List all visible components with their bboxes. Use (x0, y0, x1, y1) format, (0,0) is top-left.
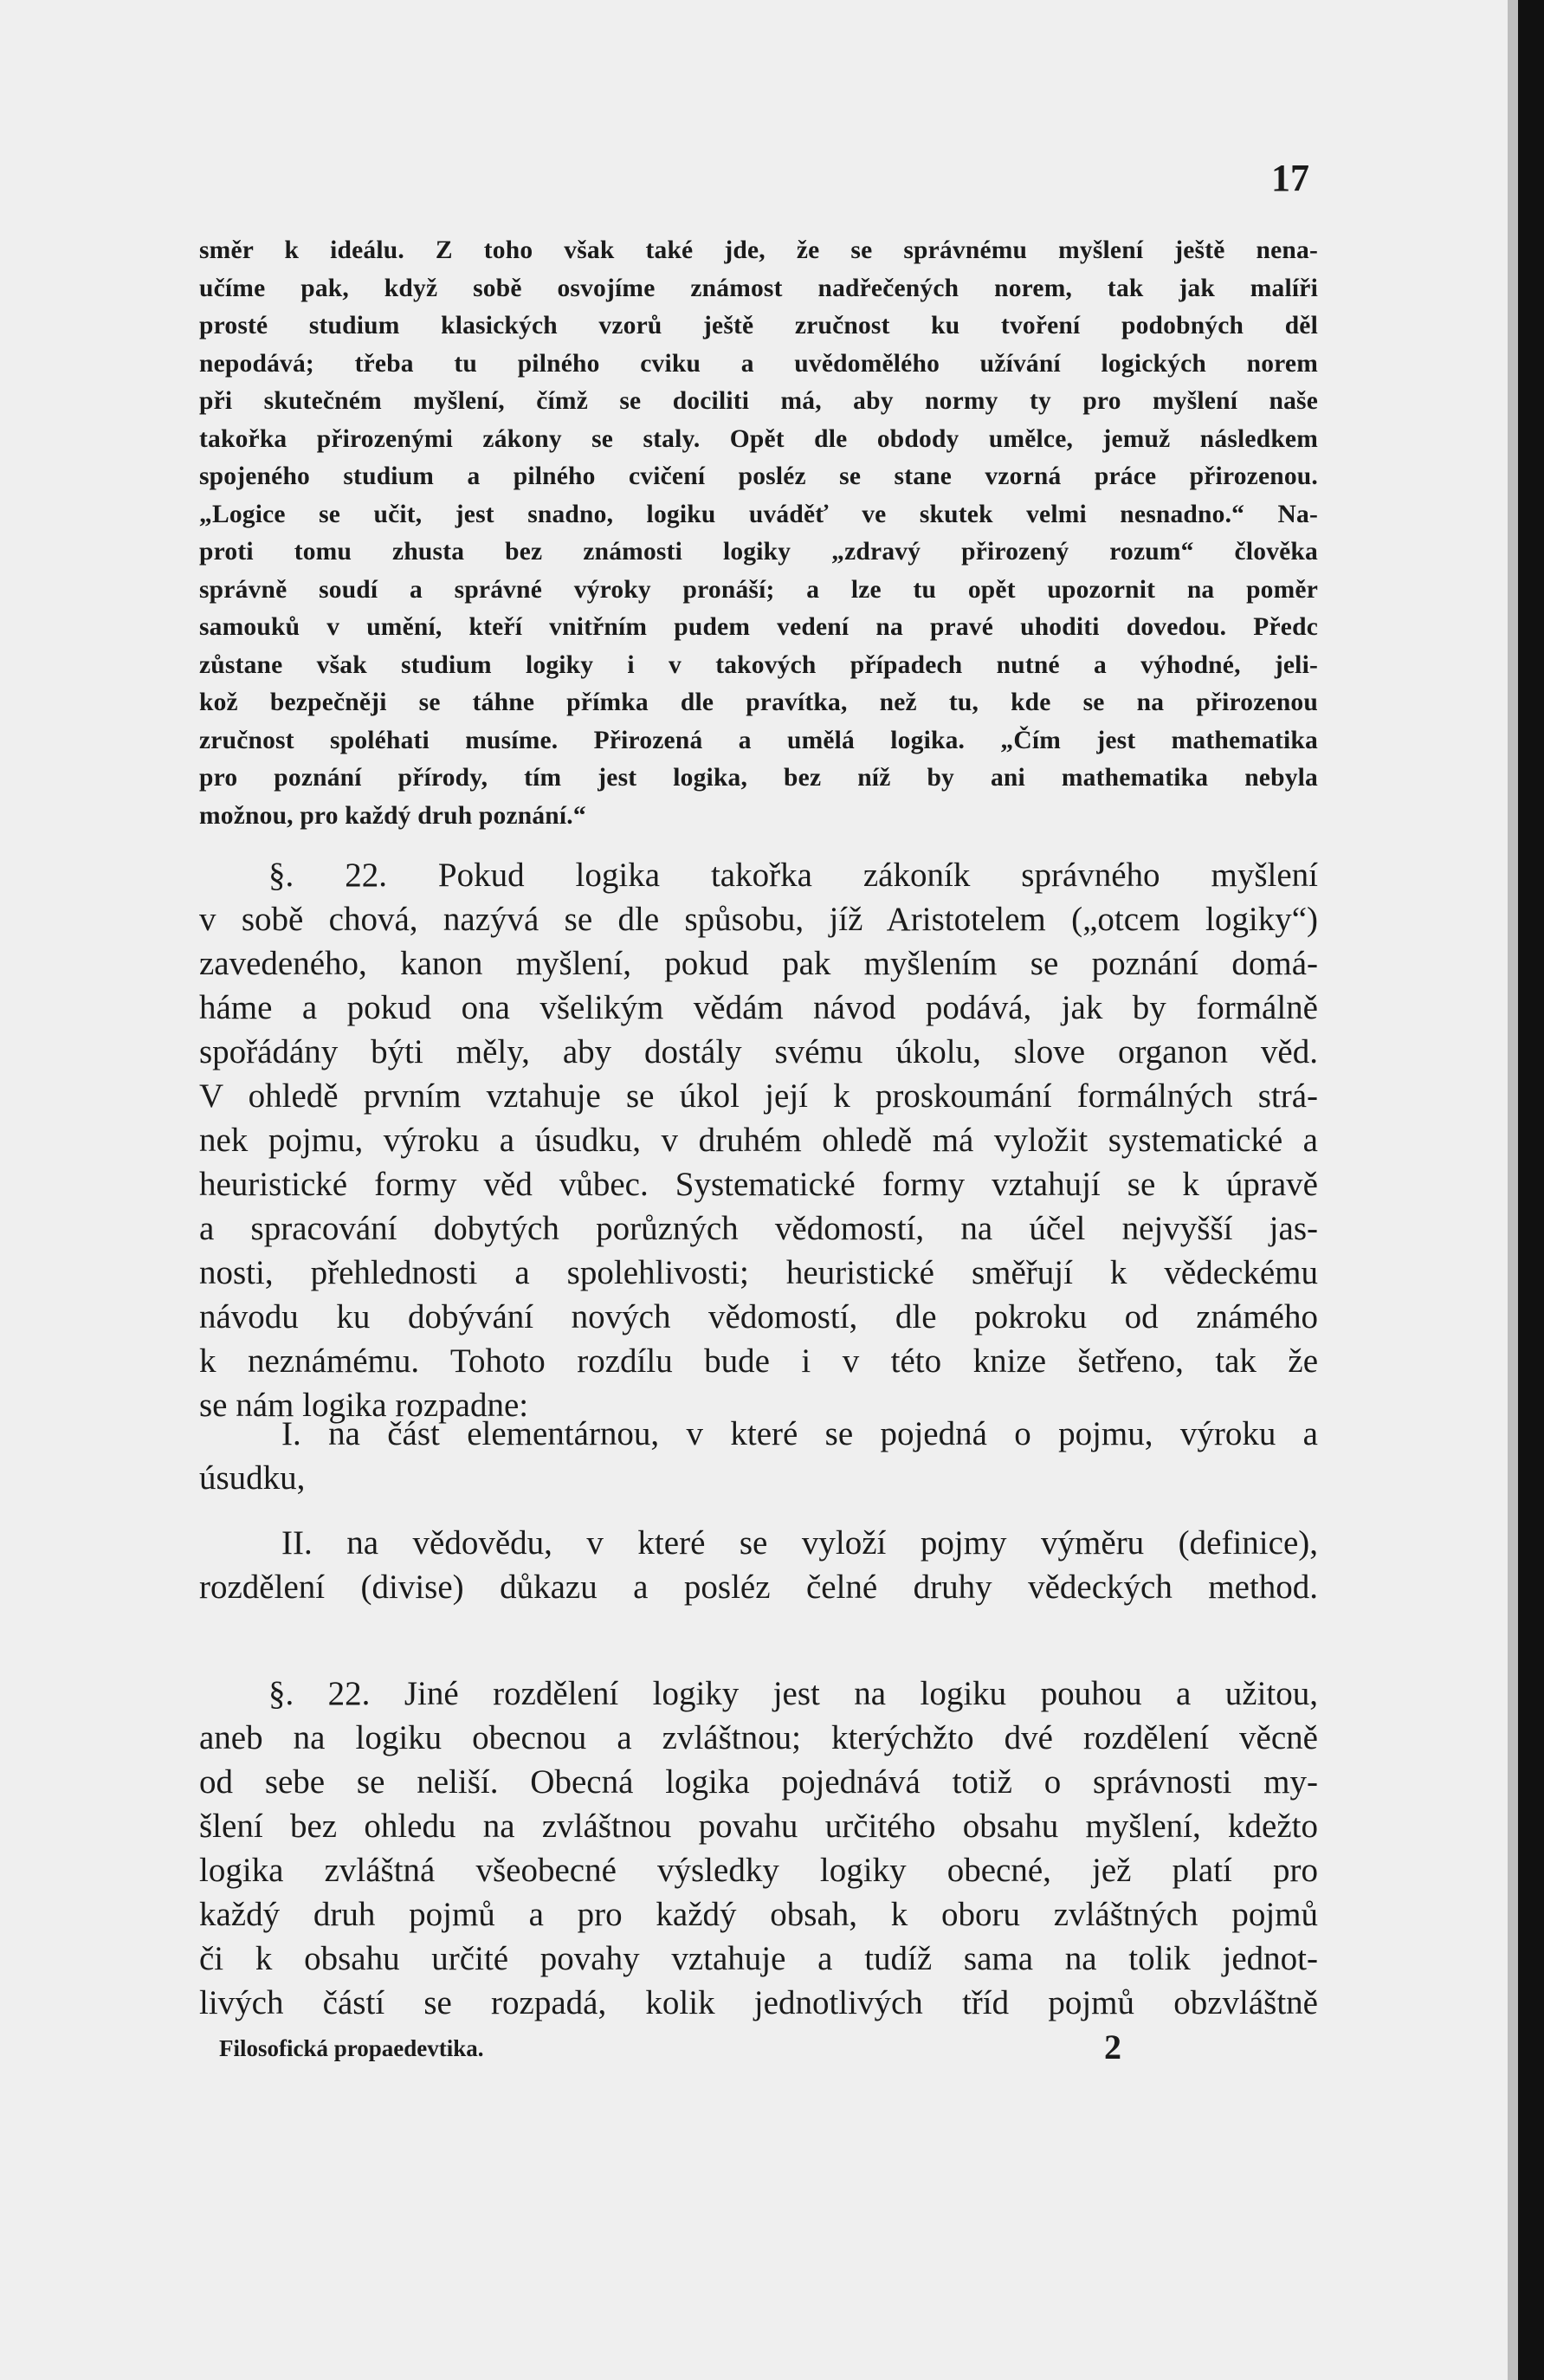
text-line: V ohledě prvním vztahuje se úkol její k proskoumání formálných strá- (199, 1077, 1318, 1115)
list-item: I. na část elementárnou, v které se pojedná o pojmu, výroku a (281, 1415, 1318, 1452)
text-line: šlení bez ohledu na zvláštnou povahu určitého obsahu myšlení, kdežto (199, 1808, 1318, 1845)
text-line: takořka přirozenými zákony se staly. Opět dle obdody umělce, jemuž následkem (199, 424, 1318, 453)
list-item-continuation: úsudku, (199, 1459, 306, 1497)
text-line: §. 22. Pokud logika takořka zákoník správného myšlení (268, 857, 1318, 894)
text-line: spojeného studium a pilného cvičení posléz se stane vzorná práce přirozenou. (199, 462, 1318, 490)
text-line: spořádány býti měly, aby dostály svému úkolu, slove organon věd. (199, 1033, 1318, 1070)
text-line: pro poznání přírody, tím jest logika, bez níž by ani mathematika nebyla (199, 764, 1318, 792)
text-line: livých částí se rozpadá, kolik jednotlivých tříd pojmů obzvláštně (199, 1984, 1318, 2021)
division-list (199, 1412, 1318, 1609)
text-line: „Logice se učit, jest snadno, logiku uváděť ve skutek velmi nesnadno.“ Na- (199, 500, 1318, 528)
text-line: každý druh pojmů a pro každý obsah, k oboru zvláštných pojmů (199, 1896, 1318, 1933)
text-line: v sobě chová, nazývá se dle spůsobu, jíž Aristotelem („otcem logiky“) (199, 901, 1318, 938)
text-line: nek pojmu, výroku a úsudku, v druhém ohledě má vyložit systematické a (199, 1122, 1318, 1159)
signature-mark: 2 (1104, 2028, 1121, 2066)
text-line: kož bezpečněji se táhne přímka dle pravítka, než tu, kde se na přirozenou (199, 689, 1318, 716)
text-line: zavedeného, kanon myšlení, pokud pak myšlením se poznání domá- (199, 945, 1318, 982)
text-line: návodu ku dobývání nových vědomostí, dle pokroku od známého (199, 1298, 1318, 1336)
text-line: učíme pak, když sobě osvojíme známost nadřečených norem, tak jak malíři (199, 274, 1318, 302)
text-line: k neznámému. Tohoto rozdílu bude i v této knize šetřeno, tak že (199, 1342, 1318, 1380)
footer-title: Filosofická propaedevtika. (219, 2035, 484, 2061)
text-line: zručnost spoléhati musíme. Přirozená a umělá logika. „Čím jest mathematika (199, 726, 1318, 754)
text-line: logika zvláštná všeobecné výsledky logiky obecné, jež platí pro (199, 1852, 1318, 1889)
text-line: od sebe se neliší. Obecná logika pojednává totiž o správnosti my- (199, 1763, 1318, 1801)
page-edge-shadow (1508, 0, 1518, 2380)
text-line: §. 22. Jiné rozdělení logiky jest na logiku pouhou a užitou, (268, 1675, 1318, 1712)
text-line: či k obsahu určité povahy vztahuje a tudíž sama na tolik jednot- (199, 1940, 1318, 1977)
list-item: II. na vědovědu, v které se vyloží pojmy výměru (definice), (281, 1524, 1318, 1562)
text-line: správně soudí a správné výroky pronáší; a lze tu opět upozornit na poměr (199, 575, 1318, 604)
section-22-paragraph (199, 853, 1318, 1427)
page-number: 17 (1271, 157, 1309, 199)
text-line: aneb na logiku obecnou a zvláštnou; kterýchžto dvé rozdělení věcně (199, 1719, 1318, 1756)
section-22b-paragraph (199, 1672, 1318, 2025)
text-line: proti tomu zhusta bez známosti logiky „zdravý přirozený rozum“ člověka (199, 538, 1318, 566)
text-line: nepodává; třeba tu pilného cviku a uvědomělého užívání logických norem (199, 349, 1318, 378)
list-item-continuation: rozdělení (divise) důkazu a posléz čelné druhy vědeckých method. (199, 1568, 1318, 1606)
text-line: nosti, přehlednosti a spolehlivosti; heuristické směřují k vědeckému (199, 1254, 1318, 1291)
text-line: a spracování dobytých porůzných vědomostí, na účel nejvyšší jas- (199, 1210, 1318, 1247)
text-line: heuristické formy věd vůbec. Systematické formy vztahují se k úpravě (199, 1166, 1318, 1203)
text-line: možnou, pro každý druh poznání.“ (199, 801, 586, 830)
text-line: při skutečném myšlení, čímž se dociliti má, aby normy ty pro myšlení naše (199, 387, 1318, 415)
text-line: háme a pokud ona všelikým vědám návod podává, jak by formálně (199, 989, 1318, 1026)
continuation-paragraph (199, 232, 1318, 835)
text-line: prosté studium klasických vzorů ještě zručnost ku tvoření podobných děl (199, 312, 1318, 340)
scan-border (1518, 0, 1544, 2380)
text-line: samouků v umění, kteří vnitřním pudem vedení na pravé uhoditi dovedou. Předc (199, 613, 1318, 641)
text-line: směr k ideálu. Z toho však také jde, že se správnému myšlení ještě nena- (199, 236, 1318, 264)
text-line: zůstane však studium logiky i v takových případech nutné a výhodné, jeli- (199, 650, 1318, 679)
text-line: se nám logika rozpadne: (199, 1387, 529, 1424)
